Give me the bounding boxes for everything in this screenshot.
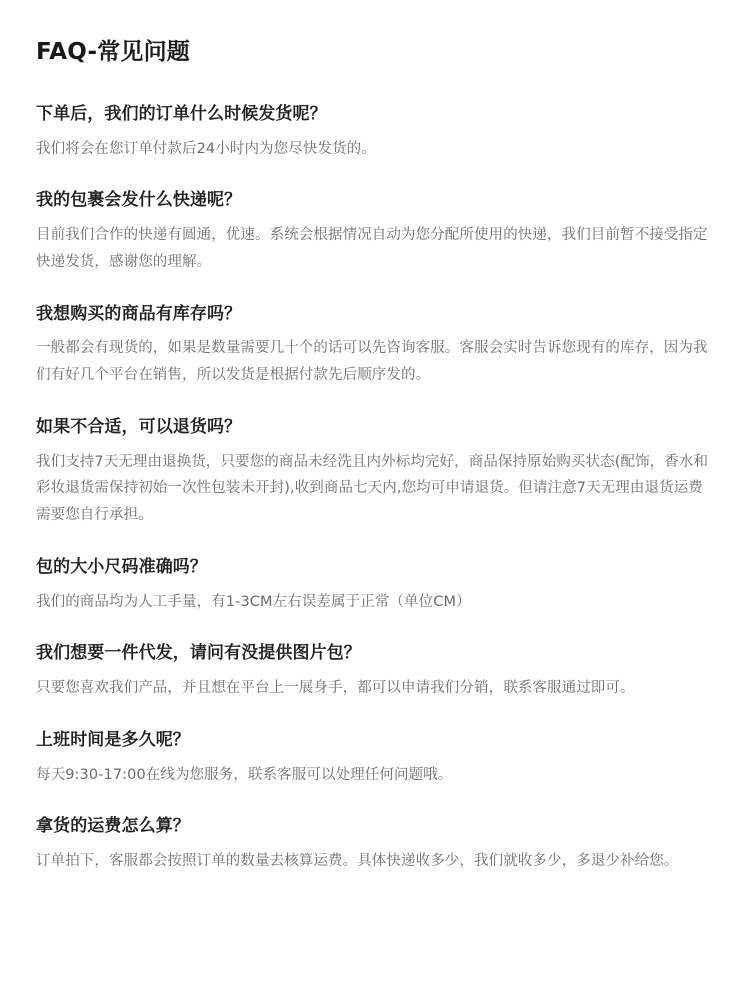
faq-answer: 订单拍下，客服都会按照订单的数量去核算运费。具体快递收多少，我们就收多少，多退少补给您。 [36,852,679,869]
faq-question: 包的大小尺码准确吗？ [36,556,207,577]
faq-item [36,415,714,529]
faq-question: 我想购买的商品有库存吗？ [36,303,242,324]
faq-answer: 一般都会有现货的，如果是数量需要几十个的话可以先咨询客服。客服会实时告诉您现有的库存，因为我们有好几个平台在销售，所以发货是根据付款先后顺序发的。 [36,340,708,384]
faq-item [36,302,714,389]
faq-question: 如果不合适，可以退货吗？ [36,416,242,437]
faq-answer: 我们支持7天无理由退换货，只要您的商品未经洗且内外标均完好，商品保持原始购买状态(配饰，香水和彩妆退货需保持初始一次性包装未开封),收到商品七天内,您均可申请退货。但请注意7天无理由退货运费需要您自行承担。 [36,453,709,524]
faq-item [36,641,714,701]
faq-answer: 只要您喜欢我们产品，并且想在平台上一展身手，都可以申请我们分销，联系客服通过即可。 [36,680,635,697]
faq-question: 我的包裹会发什么快递呢？ [36,190,242,211]
faq-answer: 我们将会在您订单付款后24小时内为您尽快发货的。 [36,140,376,157]
faq-item [36,188,714,275]
faq-question: 我们想要一件代发，请问有没提供图片包？ [36,643,361,664]
faq-question: 下单后，我们的订单什么时候发货呢？ [36,103,327,124]
faq-item [36,555,714,615]
faq-item [36,814,714,874]
faq-answer: 每天9:30-17:00在线为您服务，联系客服可以处理任何问题哦。 [36,766,453,783]
faq-item [36,102,714,162]
faq-answer: 目前我们合作的快递有圆通，优速。系统会根据情况自动为您分配所使用的快递，我们目前暂不接受指定快递发货，感谢您的理解。 [36,226,708,270]
faq-answer: 我们的商品均为人工手量，有1-3CM左右误差属于正常（单位CM） [36,593,471,610]
faq-question: 拿货的运费怎么算？ [36,816,190,837]
faq-item [36,728,714,788]
faq-list [36,102,714,875]
faq-question: 上班时间是多久呢？ [36,729,190,750]
page-title: FAQ-常见问题 [36,39,190,65]
